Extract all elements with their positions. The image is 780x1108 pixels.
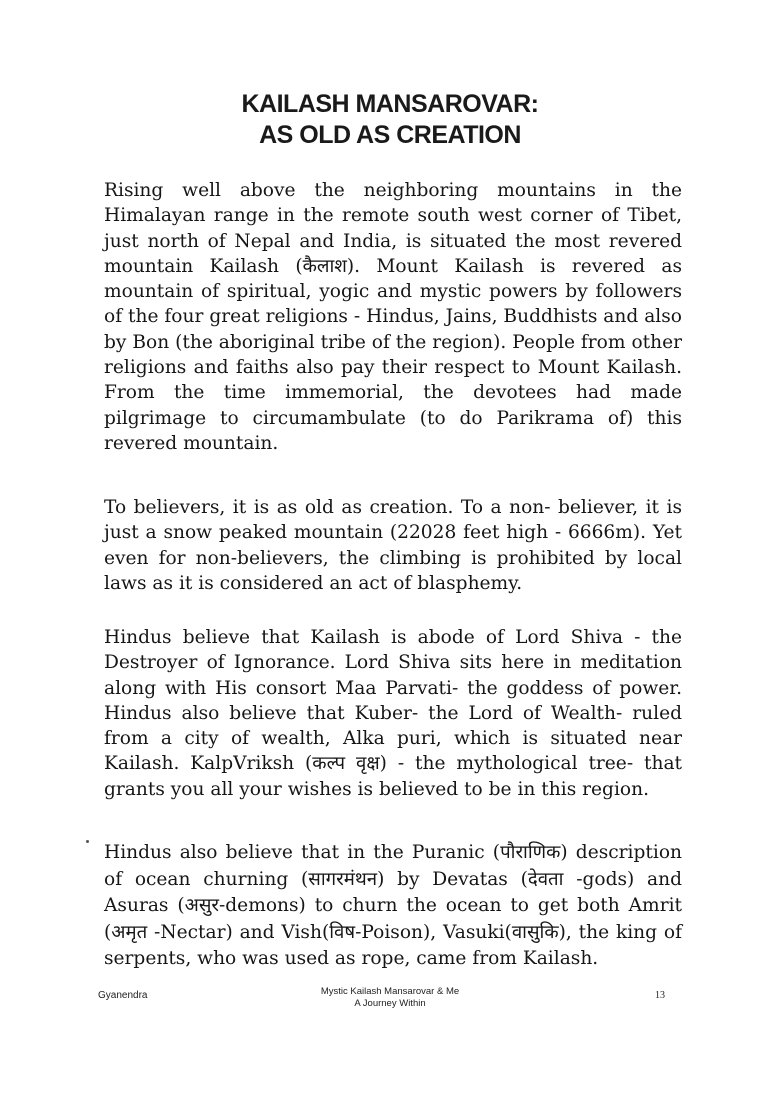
print-speck — [86, 840, 89, 843]
paragraph-1-text: Rising well above the neighboring mountains in the Himalayan range in the remote south west corner of Tibet, just north of Nepal and India, is situated the most revered mountain Kailash (कैलाश). Mount Kailash is revered as mountain of spiritual, yogic and mystic powers by followers of the four great religions - Hindus, Jains, Buddhists and also by Bon (the aboriginal tribe of the region). People from other religions and faiths also pay their respect to Mount Kailash. From the time immemorial, the devotees had made pilgrimage to circumambulate (to do Parikrama of) this revered mountain. — [104, 180, 682, 454]
paragraph-3-text: Hindus believe that Kailash is abode of Lord Shiva - the Destroyer of Ignorance. Lord Shiva sits here in meditation along with His consort Maa Parvati- the goddess of power. Hindus also believe that Kuber- the Lord of Wealth- ruled from a city of wealth, Alka puri, which is situated near Kailash. KalpVriksh (कल्प वृक्ष) - the mythological tree- that grants you all your wishes is believed to be in this region. — [104, 627, 682, 800]
paragraph-4 — [104, 840, 682, 973]
footer-book-title-line-2: A Journey Within — [354, 998, 426, 1009]
chapter-title-line-1: KAILASH MANSAROVAR: — [241, 90, 539, 118]
paragraph-2-text: To believers, it is as old as creation. To a non- believer, it is just a snow peaked mountain (22028 feet high - 6666m). Yet even for non-believers, the climbing is prohibited by local laws as it is considered an act of blasphemy. — [104, 497, 682, 594]
footer-author: Gyanendra — [98, 990, 148, 1001]
footer-book-title-line-1: Mystic Kailash Mansarovar & Me — [320, 986, 460, 997]
paragraph-1 — [104, 178, 682, 456]
chapter-title-line-2: AS OLD AS CREATION — [259, 121, 521, 149]
paragraph-3 — [104, 625, 682, 802]
paragraph-2 — [104, 495, 682, 596]
footer-page-number: 13 — [655, 990, 665, 1001]
paragraph-4-text: Hindus also believe that in the Puranic (पौराणिक) description of ocean churning (सागरमंथन) by Devatas (देवता -gods) and Asuras (असुर-demons) to churn the ocean to get both Amrit (अमृत -Nectar) and Vish(विष-Poison), Vasuki(वासुकि), the king of serpents, who was used as rope, came from Kailash. — [104, 842, 682, 970]
